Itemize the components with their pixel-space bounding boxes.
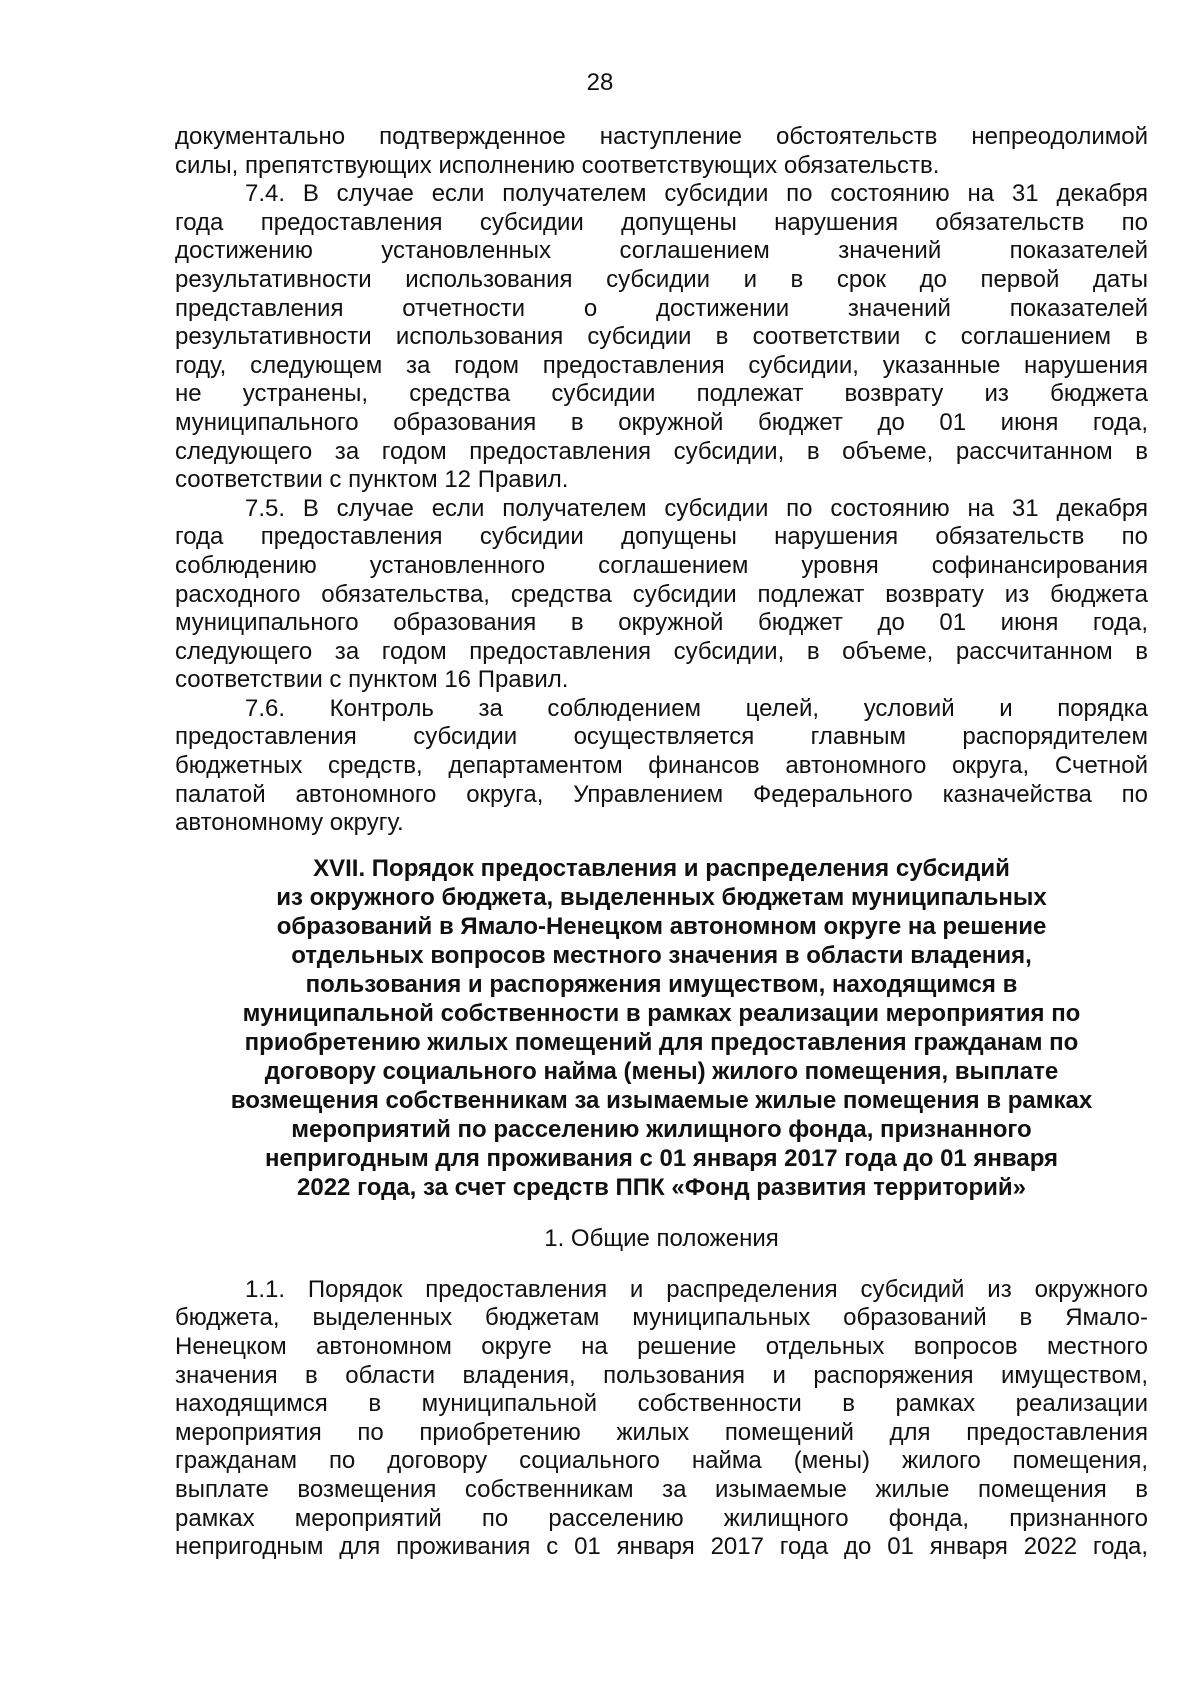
text-line: года предоставления субсидии допущены нарушения обязательств по	[175, 523, 1148, 551]
text-line: автономному округу.	[175, 809, 404, 837]
text-line: соблюдению установленного соглашением уровня софинансирования	[175, 551, 1148, 579]
section-title	[175, 854, 1148, 1202]
text-line: результативности использования субсидии в соответствии с соглашением в	[175, 323, 1148, 351]
text-line: 7.5. В случае если получателем субсидии по состоянию на 31 декабря	[245, 494, 1148, 522]
text-line: рамках мероприятий по расселению жилищного фонда, признанного	[175, 1504, 1148, 1532]
title-line: муниципальной собственности в рамках реализации мероприятия по	[242, 999, 1081, 1027]
text-line: года предоставления субсидии допущены нарушения обязательств по	[175, 208, 1148, 236]
title-line: непригодным для проживания с 01 января 2017 года до 01 января	[264, 1144, 1059, 1172]
text-line: значения в области владения, пользования и распоряжения имуществом,	[175, 1361, 1148, 1389]
title-line: пользования и распоряжения имуществом, находящимся в	[305, 970, 1018, 998]
text-line: расходного обязательства, средства субсидии подлежат возврату из бюджета	[175, 580, 1148, 608]
text-line: 7.4. В случае если получателем субсидии по состоянию на 31 декабря	[245, 180, 1148, 208]
text-line: результативности использования субсидии и в срок до первой даты	[175, 265, 1148, 293]
text-line: бюджетных средств, департаментом финансов автономного округа, Счетной	[175, 752, 1148, 780]
text-line: соответствии с пунктом 16 Правил.	[175, 666, 569, 694]
title-line: возмещения собственникам за изымаемые жилые помещения в рамках	[230, 1086, 1093, 1114]
text-line: находящимся в муниципальной собственности в рамках реализации	[175, 1390, 1148, 1418]
title-line: мероприятий по расселению жилищного фонда, признанного	[291, 1115, 1032, 1143]
title-line: XVII. Порядок предоставления и распределения субсидий	[313, 854, 1010, 882]
text-line: не устранены, средства субсидии подлежат возврату из бюджета	[175, 380, 1148, 408]
text-line: муниципального образования в окружной бюджет до 01 июня года,	[175, 408, 1148, 436]
text-line: Ненецком автономном округе на решение отдельных вопросов местного	[175, 1333, 1148, 1361]
document-body	[175, 123, 1148, 1562]
text-line: гражданам по договору социального найма (мены) жилого помещения,	[175, 1447, 1148, 1475]
text-line: следующего за годом предоставления субсидии, в объеме, рассчитанном в	[175, 437, 1148, 465]
text-line: силы, препятствующих исполнению соответствующих обязательств.	[175, 151, 940, 179]
paragraph-continuation	[175, 123, 1148, 180]
paragraph-7-6	[175, 695, 1148, 838]
text-line: достижению установленных соглашением значений показателей	[175, 237, 1148, 265]
title-line: приобретению жилых помещений для предоставления гражданам по	[244, 1028, 1079, 1056]
title-line: образований в Ямало-Ненецком автономном округе на решение	[276, 912, 1047, 940]
text-line: предоставления субсидии осуществляется главным распорядителем	[175, 723, 1148, 751]
text-line: 1.1. Порядок предоставления и распределения субсидий из окружного	[245, 1275, 1148, 1303]
text-line: соответствии с пунктом 12 Правил.	[175, 466, 569, 494]
title-line: отдельных вопросов местного значения в области владения,	[291, 941, 1032, 969]
title-line: из окружного бюджета, выделенных бюджетам муниципальных	[276, 883, 1047, 911]
title-line: договору социального найма (мены) жилого помещения, выплате	[264, 1057, 1059, 1085]
text-line: представления отчетности о достижении значений показателей	[175, 294, 1148, 322]
paragraph-7-5	[175, 495, 1148, 695]
text-line: мероприятия по приобретению жилых помещений для предоставления	[175, 1418, 1148, 1446]
text-line: 7.6. Контроль за соблюдением целей, условий и порядка	[245, 694, 1148, 722]
paragraph-7-4	[175, 180, 1148, 495]
text-line: документально подтвержденное наступление обстоятельств непреодолимой	[175, 123, 1148, 150]
title-line: 2022 года, за счет средств ППК «Фонд развития территорий»	[297, 1173, 1026, 1201]
text-line: палатой автономного округа, Управлением Федерального казначейства по	[175, 780, 1148, 808]
text-line: году, следующем за годом предоставления субсидии, указанные нарушения	[175, 351, 1148, 379]
page-number: 28	[586, 69, 614, 96]
text-line: выплате возмещения собственникам за изымаемые жилые помещения в	[175, 1476, 1148, 1503]
text-line: муниципального образования в окружной бюджет до 01 июня года,	[175, 609, 1148, 637]
text-line: следующего за годом предоставления субсидии, в объеме, рассчитанном в	[175, 637, 1148, 665]
subsection-title: 1. Общие положения	[544, 1224, 779, 1252]
text-line: бюджета, выделенных бюджетам муниципальных образований в Ямало-	[175, 1304, 1148, 1332]
paragraph-1-1	[175, 1276, 1148, 1562]
text-line: непригодным для проживания с 01 января 2017 года до 01 января 2022 года,	[175, 1533, 1148, 1561]
